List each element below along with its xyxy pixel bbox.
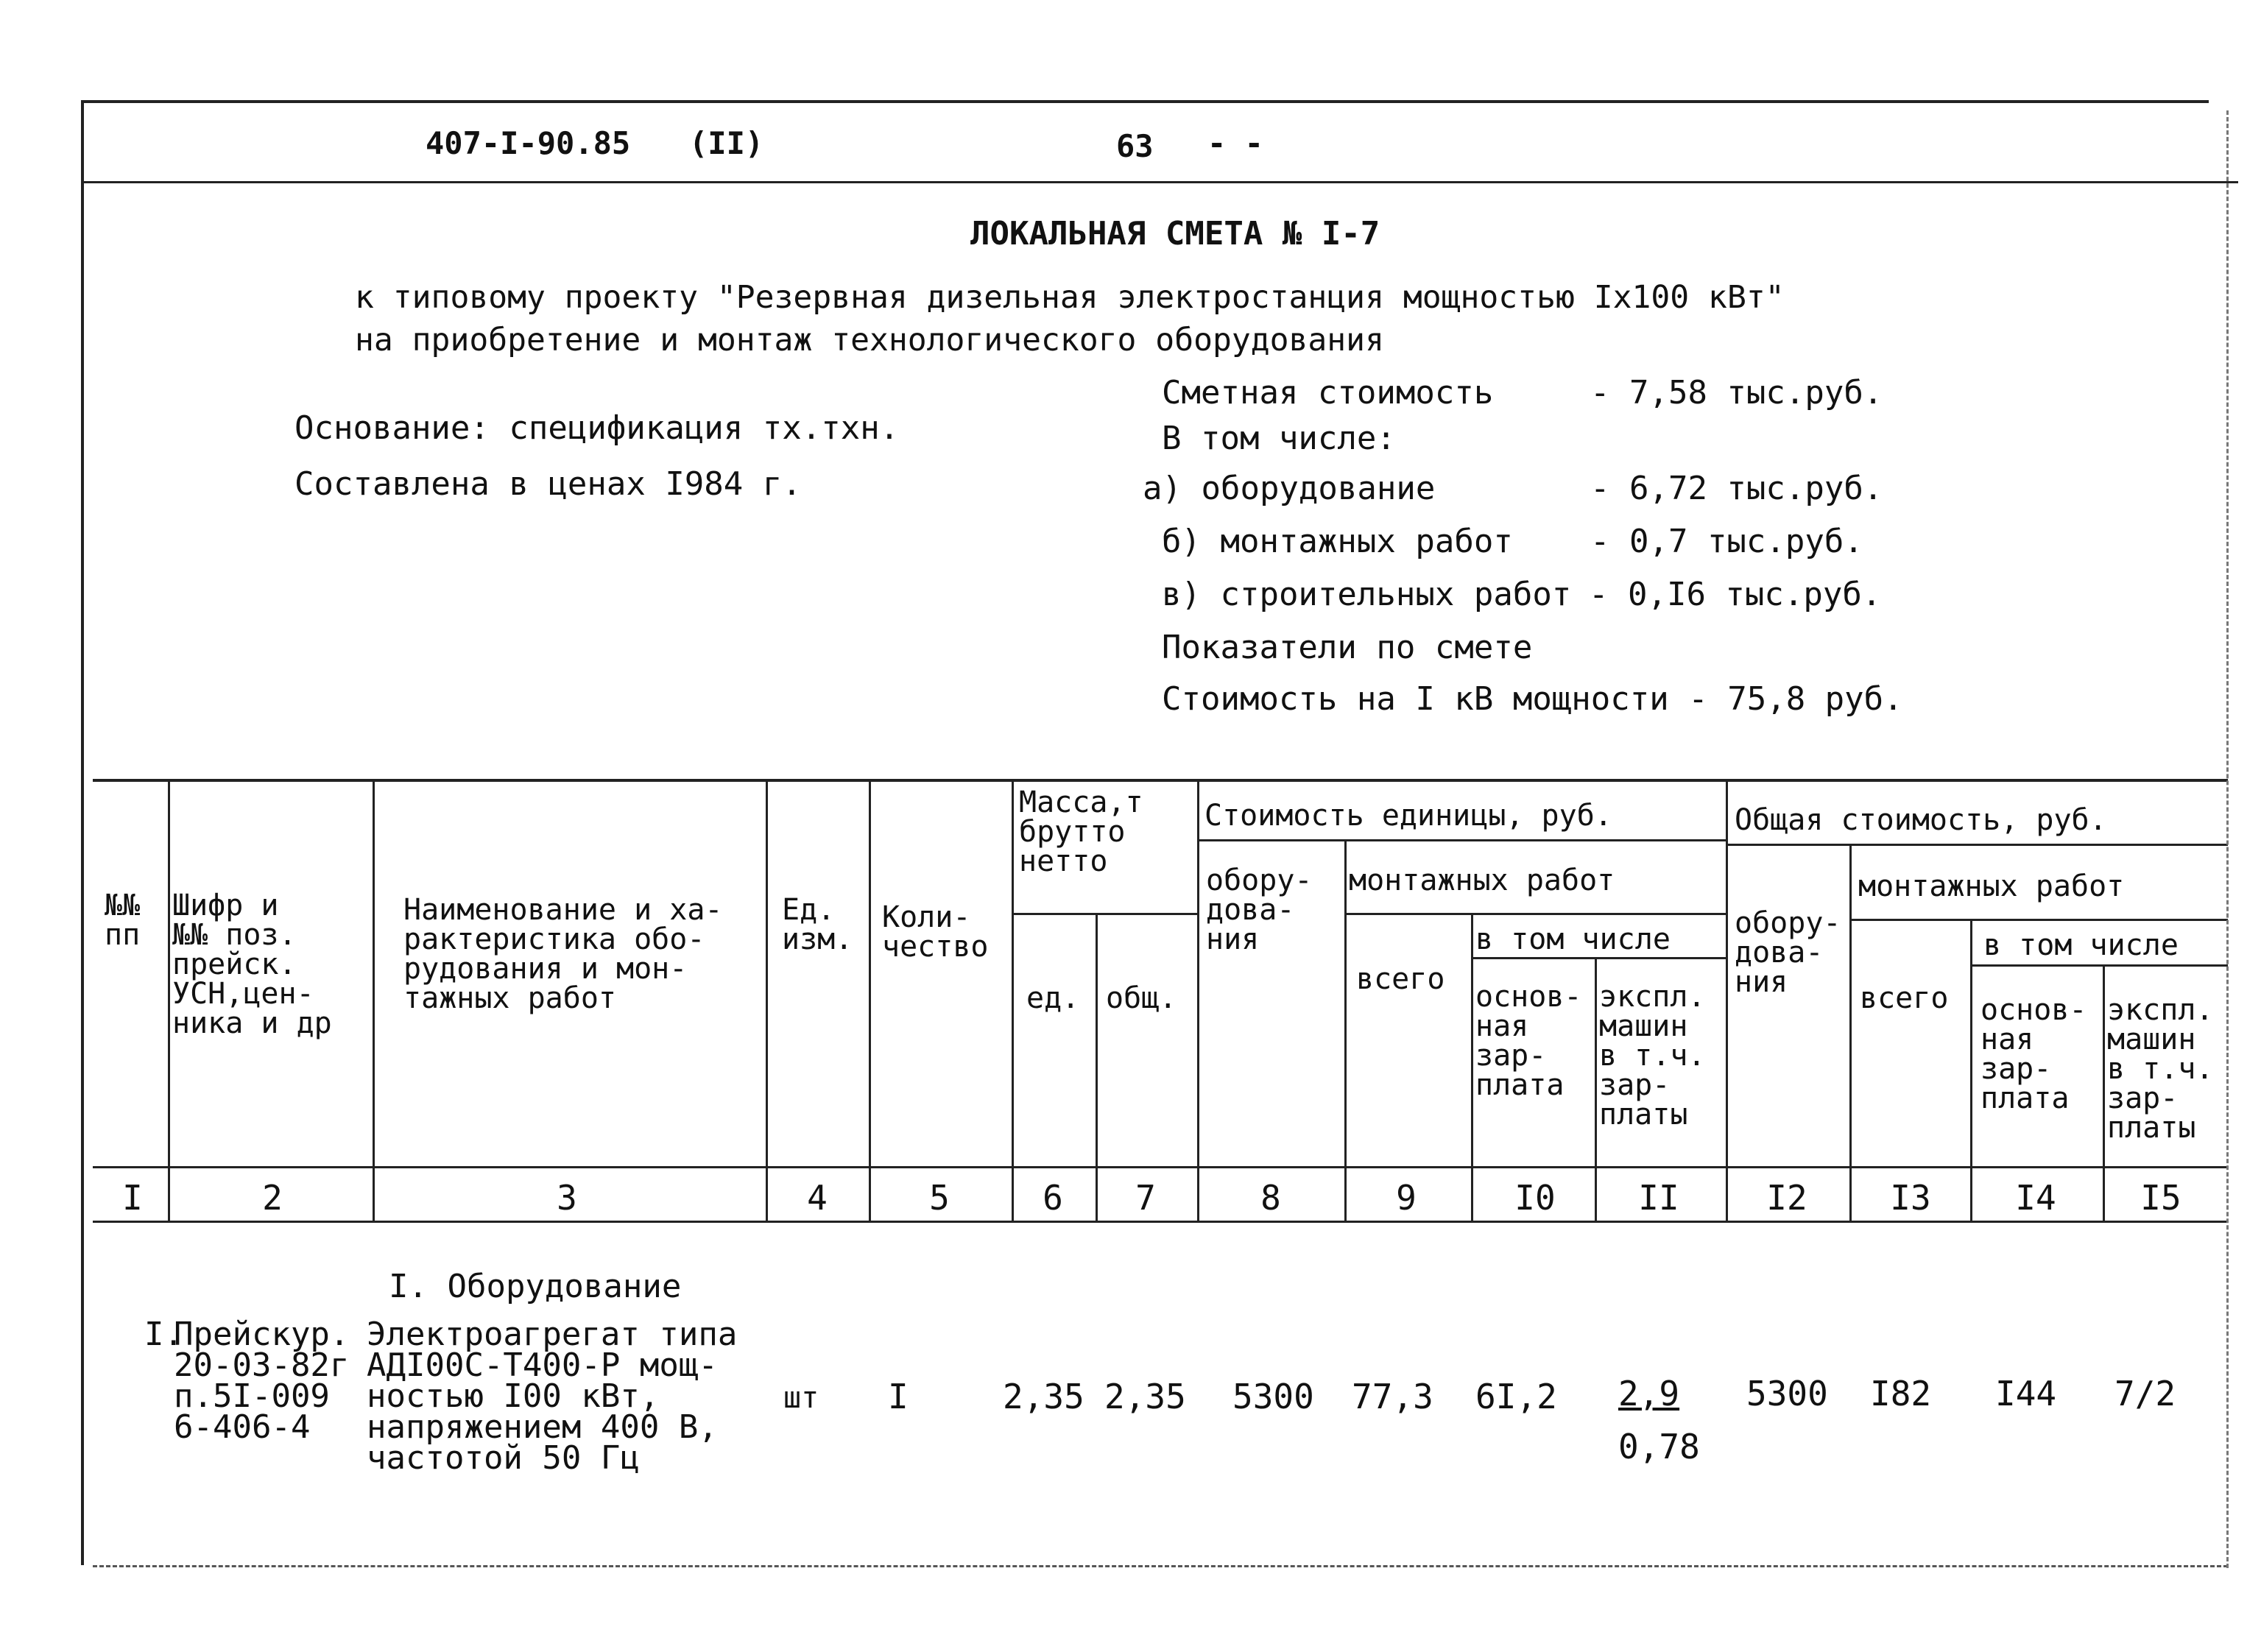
row-unit-wage: 6I,2 — [1475, 1377, 1557, 1416]
col-number: I4 — [2015, 1178, 2056, 1218]
th-total-equipment: обору- дова- ния — [1735, 906, 1841, 999]
unit-cost-rule — [1197, 839, 1727, 841]
unit-incl-rule — [1471, 957, 1727, 959]
th-unit-mount: монтажных работ — [1349, 864, 1615, 897]
col-number: 4 — [807, 1178, 828, 1218]
bottom-edge — [93, 1565, 2228, 1567]
col-rule — [766, 779, 768, 1222]
header-rule — [81, 181, 2238, 183]
col-rule — [2103, 964, 2105, 1222]
col-rule — [1197, 779, 1199, 1222]
unit-mount-rule — [1344, 913, 1727, 915]
total-incl-rule — [1970, 964, 2228, 967]
page-dashes: - - — [1207, 125, 1263, 161]
total-mount-rule — [1849, 919, 2228, 921]
equipment-label: а) оборудование — [1143, 470, 1436, 507]
col-number: I0 — [1514, 1178, 1556, 1218]
col-number: I — [122, 1178, 143, 1218]
col-rule — [373, 779, 375, 1222]
col-number: 2 — [262, 1178, 283, 1218]
th-mass-total: общ. — [1106, 981, 1177, 1015]
row-unit-equipment: 5300 — [1232, 1377, 1314, 1416]
col-rule — [168, 779, 170, 1222]
th-mass-unit: ед. — [1026, 981, 1080, 1015]
estimate-heading: ЛОКАЛЬНАЯ СМЕТА № I-7 — [970, 215, 1380, 253]
th-total-all: всего — [1860, 981, 1949, 1015]
row-total-mount-all: I82 — [1870, 1374, 1932, 1413]
col-number: 9 — [1396, 1178, 1417, 1218]
col-rule — [869, 779, 871, 1222]
row-unit-mount-all: 77,3 — [1352, 1377, 1433, 1416]
col-rule — [1344, 839, 1347, 1222]
row-mass-total: 2,35 — [1104, 1377, 1186, 1416]
right-edge — [2226, 110, 2229, 1568]
construction-label: в) строительных работ — [1162, 576, 1572, 613]
col-rule — [1849, 844, 1852, 1222]
col-rule — [1595, 957, 1597, 1222]
th-name: Наименование и ха- рактеристика обо- рудования и мон- тажных работ — [403, 893, 723, 1015]
row-number: I. — [144, 1316, 183, 1353]
th-unit-cost: Стоимость единицы, руб. — [1204, 799, 1612, 833]
col-number: I5 — [2140, 1178, 2181, 1218]
th-unit-machines: экспл. машин в т.ч. зар- платы — [1599, 980, 1706, 1132]
indicators-label: Показатели по смете — [1162, 629, 1533, 666]
document-code: 407-I-90.85 — [426, 125, 631, 161]
construction-value: - 0,I6 тыс.руб. — [1589, 576, 1882, 613]
th-quantity: Коли- чество — [882, 900, 989, 964]
cost-per-kw: Стоимость на I кВ мощности - 75,8 руб. — [1162, 680, 1903, 718]
document-part: (II) — [689, 125, 764, 161]
row-name: Электроагрегат типа АДI00С-Т400-Р мощ- ностью I00 кВт, напряжением 400 В, частотой 50 Гц — [367, 1316, 738, 1477]
table-top-rule — [93, 779, 2228, 782]
col-number-rule — [93, 1166, 2228, 1168]
row-total-equipment: 5300 — [1746, 1374, 1828, 1413]
col-number: 7 — [1135, 1178, 1156, 1218]
total-cost-value: - 7,58 тыс.руб. — [1590, 374, 1883, 412]
th-total-incl: в том числе — [1983, 928, 2179, 962]
col-number: 6 — [1043, 1178, 1063, 1218]
th-code: Шифр и №№ поз. прейск. УСН,цен- ника и др — [172, 889, 332, 1040]
th-mass: Масса,т брутто нетто — [1019, 786, 1143, 878]
project-line-2: на приобретение и монтаж технологического оборудования — [355, 322, 1384, 359]
basis-line: Основание: спецификация тх.тхн. — [294, 409, 900, 447]
col-rule — [1012, 779, 1014, 1222]
th-unit-incl: в том числе — [1475, 922, 1671, 956]
th-total-wage: основ- ная зар- плата — [1980, 993, 2087, 1115]
row-total-wage: I44 — [1995, 1374, 2057, 1413]
prices-line: Составлена в ценах I984 г. — [294, 465, 802, 503]
th-total-mount: монтажных работ — [1858, 869, 2125, 903]
th-unit-wage: основ- ная зар- плата — [1475, 980, 1582, 1102]
mass-sub-rule — [1012, 913, 1199, 915]
total-cost-label: Сметная стоимость — [1162, 374, 1494, 412]
col-number: I2 — [1766, 1178, 1807, 1218]
mounting-value: - 0,7 тыс.руб. — [1590, 523, 1863, 560]
col-number: 3 — [557, 1178, 577, 1218]
table-body-rule — [93, 1221, 2228, 1223]
project-line-1: к типовому проекту "Резервная дизельная электростанция мощностью Iх100 кВт" — [355, 279, 1785, 316]
section-title: I. Оборудование — [389, 1268, 682, 1305]
col-number: 8 — [1260, 1178, 1281, 1218]
col-rule — [1096, 913, 1098, 1222]
row-unit-machines: 2,9 — [1618, 1374, 1680, 1413]
th-unit-all: всего — [1356, 962, 1445, 996]
row-unit: шт — [783, 1381, 819, 1415]
th-total-cost: Общая стоимость, руб. — [1735, 803, 2107, 837]
mounting-label: б) монтажных работ — [1162, 523, 1513, 560]
th-unit: Ед. изм. — [782, 893, 853, 956]
total-cost-rule — [1726, 844, 2228, 846]
th-unit-equipment: обору- дова- ния — [1206, 864, 1313, 956]
row-quantity: I — [888, 1377, 909, 1416]
row-unit-machines-wage: 0,78 — [1618, 1427, 1700, 1466]
col-number: I3 — [1890, 1178, 1931, 1218]
col-number: 5 — [929, 1178, 950, 1218]
th-number: №№ пп — [105, 889, 141, 952]
row-code: Прейскур. 20-03-82г п.5I-009 6-406-4 — [174, 1316, 350, 1446]
th-total-machines: экспл. машин в т.ч. зар- платы — [2107, 993, 2214, 1145]
row-total-machines: 7/2 — [2114, 1374, 2176, 1413]
row-mass-unit: 2,35 — [1003, 1377, 1084, 1416]
including-label: В том числе: — [1162, 420, 1396, 457]
col-number: II — [1638, 1178, 1679, 1218]
page-number: 63 — [1116, 128, 1154, 164]
equipment-value: - 6,72 тыс.руб. — [1590, 470, 1883, 507]
col-rule — [1471, 913, 1473, 1222]
